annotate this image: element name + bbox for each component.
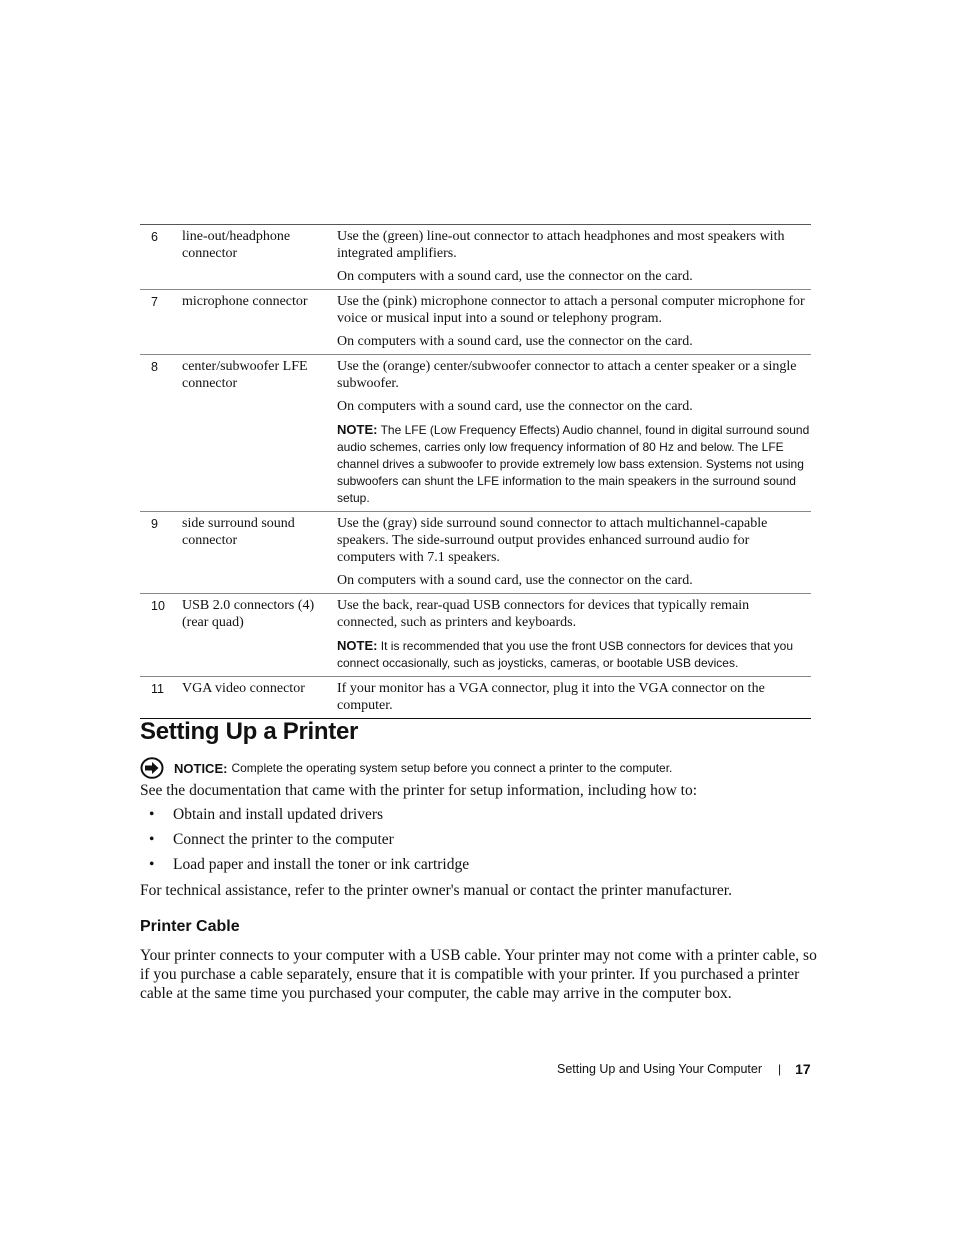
- connector-description: [337, 679, 811, 717]
- description-paragraph: Use the (gray) side surround sound connector to attach multichannel-capable speakers. The side-surround output provides enhanced surround audio for computers with 7.1 speakers.: [337, 516, 768, 565]
- connector-name: center/subwoofer LFE connector: [182, 359, 308, 391]
- table-row: [140, 289, 811, 354]
- description-paragraph: Use the (pink) microphone connector to attach a personal computer microphone for voice or musical input into a sound or telephony program.: [337, 294, 805, 326]
- description-paragraph: On computers with a sound card, use the connector on the card.: [337, 399, 693, 414]
- list-item: [140, 831, 469, 856]
- note-text: The LFE (Low Frequency Effects) Audio channel, found in digital surround sound audio schemes, carries only low frequency information of 80 Hz and below. The LFE channel drives a subwoofer to provide extremely low bass extension. Systems not using subwoofers can shunt the LFE information to the main speakers in the surround sound setup.: [337, 423, 810, 505]
- subsection-title: Printer Cable: [140, 918, 240, 935]
- description-paragraph: If your monitor has a VGA connector, plug it into the VGA connector on the computer.: [337, 681, 765, 713]
- bullet-icon: •: [149, 831, 155, 848]
- connector-description: [337, 227, 811, 288]
- chapter-title: Setting Up and Using Your Computer: [557, 1062, 762, 1076]
- page-number: 17: [795, 1061, 811, 1077]
- assistance-paragraph: For technical assistance, refer to the printer owner's manual or contact the printer manufacturer.: [140, 882, 732, 899]
- note-label: NOTE:: [337, 638, 378, 653]
- row-number: 9: [151, 517, 158, 531]
- list-item-text: Obtain and install updated drivers: [173, 806, 384, 823]
- section-title: Setting Up a Printer: [140, 718, 359, 745]
- connector-name: side surround sound connector: [182, 516, 295, 548]
- row-number: 8: [151, 360, 158, 374]
- note-label: NOTE:: [337, 422, 378, 437]
- row-number: 11: [151, 682, 164, 696]
- connector-description: [337, 292, 811, 353]
- note: [337, 637, 811, 672]
- note-text: It is recommended that you use the front USB connectors for devices that you connect occasionally, such as joysticks, cameras, or bootable USB devices.: [337, 639, 794, 670]
- notice: [140, 757, 820, 779]
- connector-description: [337, 514, 811, 592]
- table-row: [140, 593, 811, 676]
- description-paragraph: On computers with a sound card, use the connector on the card.: [337, 269, 693, 284]
- connector-name: line-out/headphone connector: [182, 229, 291, 261]
- row-number: 6: [151, 230, 158, 244]
- notice-label: NOTICE:: [174, 760, 228, 776]
- list-item-text: Connect the printer to the computer: [173, 831, 394, 848]
- bullet-list: [140, 806, 469, 881]
- table-row: [140, 354, 811, 511]
- connector-name: VGA video connector: [182, 681, 305, 696]
- bullet-icon: •: [149, 806, 155, 823]
- connector-description: [337, 357, 811, 510]
- description-paragraph: Use the back, rear-quad USB connectors for devices that typically remain connected, such as printers and keyboards.: [337, 598, 750, 630]
- connector-table: [140, 224, 811, 719]
- table-row: [140, 225, 811, 289]
- notice-arrow-icon: [140, 757, 164, 779]
- footer-separator: |: [778, 1062, 782, 1076]
- connector-name: microphone connector: [182, 294, 308, 309]
- note: [337, 421, 811, 507]
- description-paragraph: On computers with a sound card, use the connector on the card.: [337, 573, 693, 588]
- bullet-icon: •: [149, 856, 155, 873]
- intro-paragraph: See the documentation that came with the printer for setup information, including how to:: [140, 782, 698, 799]
- list-item-text: Load paper and install the toner or ink cartridge: [173, 856, 470, 873]
- list-item: [140, 806, 469, 831]
- table-row: [140, 676, 811, 718]
- page-footer: [557, 1061, 811, 1077]
- table-row: [140, 511, 811, 593]
- connector-name: USB 2.0 connectors (4) (rear quad): [182, 598, 315, 630]
- row-number: 10: [151, 599, 165, 613]
- row-number: 7: [151, 295, 158, 309]
- notice-text: Complete the operating system setup before you connect a printer to the computer.: [231, 761, 673, 775]
- printer-cable-paragraph: Your printer connects to your computer with a USB cable. Your printer may not come with a printer cable, so if you purchase a cable separately, ensure that it is compatible with your printer. If you purchased a printer cable at the same time you purchased your computer, the cable may arrive in the computer box.: [140, 947, 817, 1002]
- connector-description: [337, 596, 811, 675]
- description-paragraph: On computers with a sound card, use the connector on the card.: [337, 334, 693, 349]
- description-paragraph: Use the (orange) center/subwoofer connector to attach a center speaker or a single subwoofer.: [337, 359, 797, 391]
- list-item: [140, 856, 469, 881]
- description-paragraph: Use the (green) line-out connector to attach headphones and most speakers with integrated amplifiers.: [337, 229, 785, 261]
